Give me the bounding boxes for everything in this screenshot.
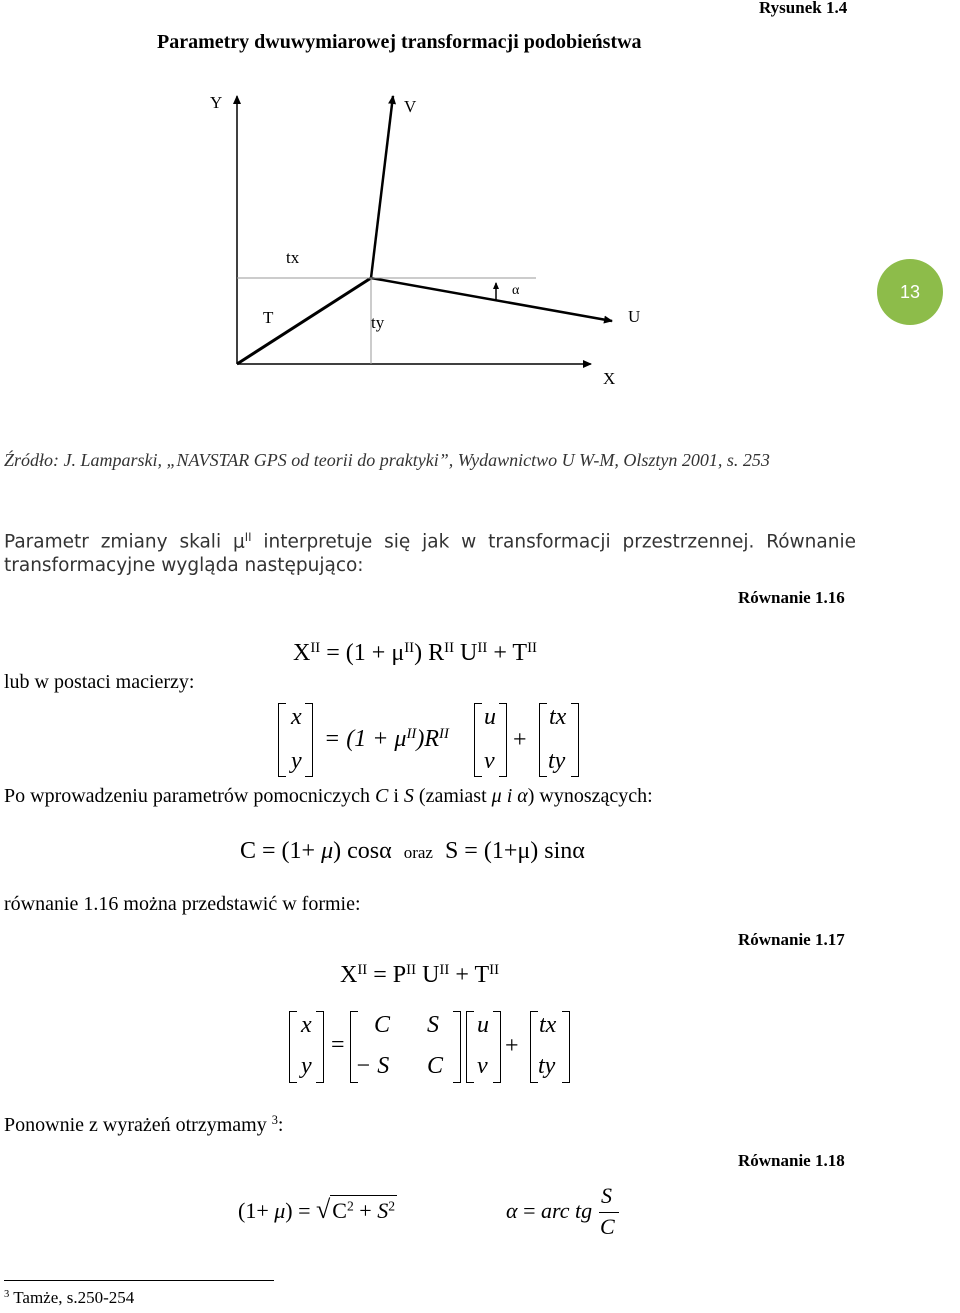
cell-u-2: u [477, 1012, 489, 1038]
cs-formula: C = (1+ μ) cosα oraz S = (1+μ) sinα [240, 838, 585, 864]
scale-rotation-term: = $(1 + \mu^{II})R^{II}$ [324, 726, 449, 753]
cell-S1: S [427, 1012, 439, 1038]
equation-label-1-18: Równanie 1.18 [738, 1151, 845, 1170]
label-V: V [404, 97, 417, 116]
bracket-right-uv-2 [493, 1011, 501, 1083]
label-X: X [603, 369, 616, 388]
plus-sign-2: + [505, 1033, 519, 1059]
cell-ty-2: ty [538, 1053, 556, 1079]
cell-ty: ty [548, 748, 566, 774]
cell-v: v [484, 748, 495, 774]
cell-negS: − S [355, 1053, 390, 1079]
label-ty: ty [371, 313, 385, 332]
equals-sign: = [331, 1032, 345, 1058]
paragraph-auxiliary-parameters: Po wprowadzeniu parametrów pomocniczych C i S (zamiast μ i α) wynoszących: [4, 785, 653, 807]
v-axis [371, 96, 393, 278]
equation-label-1-17: Równanie 1.17 [738, 930, 845, 949]
cell-u: u [484, 704, 496, 730]
bracket-right-xy [305, 703, 313, 777]
equation-label-1-16: Równanie 1.16 [738, 588, 845, 607]
bracket-left-xy [278, 703, 286, 777]
bracket-right-uv [499, 703, 507, 777]
translation-vector [237, 278, 371, 364]
label-alpha: α [512, 283, 520, 298]
figure-label: Rysunek 1.4 [759, 0, 848, 17]
bracket-right-t-2 [562, 1011, 570, 1083]
sqrt-radicand: $C^2 + S^2$ [330, 1195, 397, 1223]
u-axis [371, 278, 612, 321]
paragraph-scale-parameter-line2: transformacyjne wygląda następująco: [4, 555, 364, 576]
cell-x-2: x [301, 1012, 312, 1038]
bracket-left-uv-2 [466, 1011, 474, 1083]
figure-title: Parametry dwuwymiarowej transformacji podobieństwa [157, 31, 642, 53]
plus-sign: + [513, 727, 527, 753]
paragraph-scale-parameter: Parametr zmiany skali $\mu^{II}$ interpretuje się jak w transformacji przestrzennej. Równanie [4, 530, 856, 553]
alpha-lhs: α = arc tg [506, 1198, 593, 1223]
paragraph-form-intro: równanie 1.16 można przedstawić w formie: [4, 893, 361, 915]
label-U: U [628, 307, 641, 326]
label-T: T [263, 308, 274, 327]
fraction-denominator: C [600, 1214, 615, 1239]
paragraph-expressions: Ponownie z wyrażeń otrzymamy $^3$: [4, 1113, 284, 1136]
formula-1-16: $X^{II} = (1 + \mu^{II})$ $R^{II}$ $U^{II} + T^{II}$ [293, 640, 537, 667]
cell-C2: C [427, 1053, 444, 1079]
footnote-separator [4, 1280, 274, 1281]
label-tx: tx [286, 248, 300, 267]
footnote: $^3$ Tamże, s.250-254 [4, 1288, 135, 1307]
bracket-right-xy-2 [316, 1011, 324, 1083]
fraction-bar [599, 1212, 619, 1213]
bracket-right-t [571, 703, 579, 777]
bracket-left-xy-2 [289, 1011, 297, 1083]
sqrt-symbol: √ [316, 1195, 331, 1224]
cell-y-2: y [301, 1053, 312, 1079]
cell-y: y [291, 748, 302, 774]
cell-tx-2: tx [539, 1012, 557, 1038]
cell-tx: tx [549, 704, 567, 730]
transformation-diagram [0, 0, 960, 400]
cell-x: x [291, 704, 302, 730]
bracket-left-t-2 [530, 1011, 538, 1083]
fraction-numerator: S [601, 1183, 612, 1208]
label-Y: Y [210, 93, 223, 112]
matrix-form-intro: lub w postaci macierzy: [4, 671, 195, 693]
page-number: 13 [899, 281, 921, 302]
bracket-left-t [539, 703, 547, 777]
formula-1-17: $X^{II} = P^{II}$ $U^{II} + T^{II}$ [340, 962, 500, 989]
cell-C1: C [374, 1012, 391, 1038]
bracket-left-uv [474, 703, 482, 777]
bracket-right-p [453, 1011, 461, 1083]
scale-formula: $(1+ \mu) = √C^2 + S^2$ [238, 1195, 396, 1224]
source-citation: Źródło: J. Lamparski, „NAVSTAR GPS od teorii do praktyki”, Wydawnictwo U W-M, Olsztyn 2001, s. 253 [4, 450, 770, 470]
cell-v-2: v [477, 1053, 488, 1079]
